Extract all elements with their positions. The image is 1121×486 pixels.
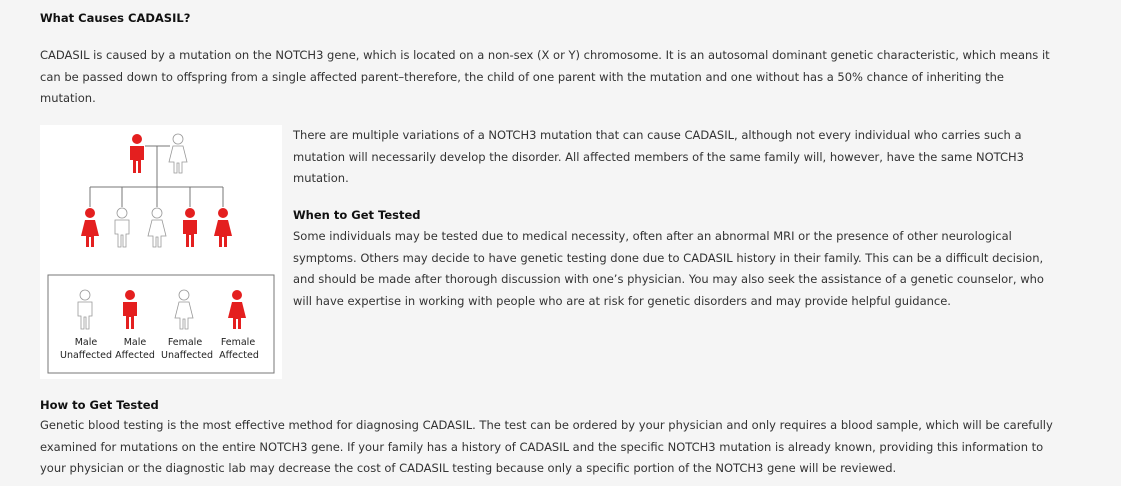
legend-label-4-line1: Female [220, 337, 256, 348]
heading-how-to-test: How to Get Tested [40, 398, 159, 412]
legend-label-2-line1: Male [123, 337, 147, 348]
child-male-affected-icon [183, 208, 197, 247]
legend-label-3-line1: Female [167, 337, 203, 348]
legend-label-1-line1: Male [74, 337, 98, 348]
legend-label-2-line2: Affected [115, 350, 155, 361]
child-male-unaffected-icon [115, 208, 129, 247]
inheritance-pedigree-figure [40, 125, 282, 379]
child-female-affected-icon [81, 208, 99, 247]
child-female-affected-icon-2 [214, 208, 232, 247]
paragraph-causes: CADASIL is caused by a mutation on the NOTCH3 gene, which is located on a non-sex (X or Y) chromosome. It is an autosomal dominant genetic characteristic, which means it can be passed down to offspring from a single affected parent–therefore, the child of one parent with the mutation and one without has a 50% chance of inheriting the mutation. [40, 48, 1050, 105]
paragraph-variations: There are multiple variations of a NOTCH3 mutation that can cause CADASIL, although not every individual who carries such a mutation will necessarily develop the disorder. All affected members of the same family will, however, have the same NOTCH3 mutation. [293, 128, 1024, 185]
paragraph-how-to-test: Genetic blood testing is the most effective method for diagnosing CADASIL. The test can be ordered by your physician and only requires a blood sample, which will be carefully examined for mutations on the entire NOTCH3 gene. If your family has a history of CADASIL and the specific NOTCH3 mutation is already known, providing this information to your physician or the diagnostic lab may decrease the cost of CADASIL testing because only a specific portion of the NOTCH3 gene will be reviewed. [40, 418, 1053, 475]
pedigree-diagram [40, 125, 282, 379]
heading-what-causes: What Causes CADASIL? [40, 11, 191, 25]
parent-male-affected-icon [130, 134, 144, 173]
paragraph-when-to-test: Some individuals may be tested due to medical necessity, often after an abnormal MRI or the presence of other neurological symptoms. Others may decide to have genetic testing done due to CADASIL history in their family. This can be a difficult decision, and should be made after thorough discussion with one’s physician. You may also seek the assistance of a genetic counselor, who will have expertise in working with people who are at risk for genetic disorders and may provide helpful guidance. [293, 229, 1044, 308]
legend-label-3-line2: Unaffected [160, 350, 214, 361]
heading-when-to-test: When to Get Tested [293, 208, 421, 222]
parent-female-unaffected-icon [169, 134, 187, 173]
pedigree-lines [90, 146, 223, 207]
legend-label-4-line2: Affected [219, 350, 259, 361]
child-female-unaffected-icon [148, 208, 166, 247]
legend-label-1-line2: Unaffected [59, 350, 113, 361]
